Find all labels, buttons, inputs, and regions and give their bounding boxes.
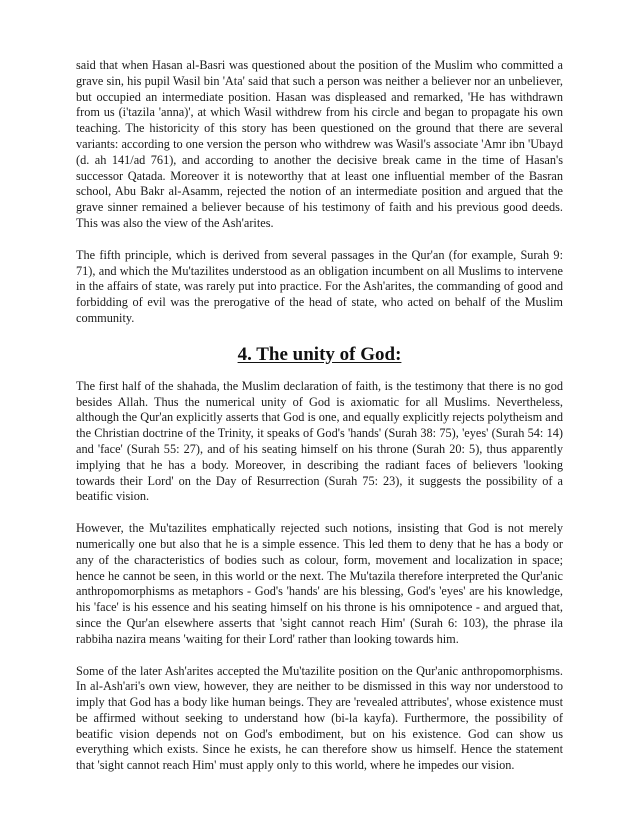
paragraph-mutazilite-view: However, the Mu'tazilites emphatically rejected such notions, insisting that God is not merely numerically one but also that he is a simple essence. This led them to deny that he has a body or any of the characteristics of bodies such as colour, form, movement and localization in space; hence he cannot be seen, in this world or the next. The Mu'tazila therefore interpreted the Qur'anic anthropomorphisms as metaphors - God's 'hands' are his blessing, God's 'eyes' are his knowledge, his 'face' is his essence and his seating himself on his throne is his omnipotence - and argued that, since the Qur'an elsewhere asserts that 'sight cannot reach Him' (Surah 6: 103), the phrase ila rabbiha nazira means 'waiting for their Lord' rather than looking towards him. bbox=[76, 521, 563, 646]
section-heading: 4. The unity of God: bbox=[237, 343, 402, 365]
paragraph-asharite-view: Some of the later Ash'arites accepted the Mu'tazilite position on the Qur'anic anthropomorphisms. In al-Ash'ari's own view, however, they are neither to be dismissed in this way nor understood to imply that God has a body like human beings. They are 'revealed attributes', whose existence must be affirmed without seeking to understand how (bi-la kayfa). Furthermore, the possibility of beatific vision depends not on God's embodiment, but on his existence. God can show us everything which exists. Since he exists, he can therefore show us himself. Hence the statement that 'sight cannot reach Him' must apply only to this world, where he impedes our vision. bbox=[76, 663, 563, 773]
document-page bbox=[76, 58, 563, 790]
paragraph-grave-sinner: said that when Hasan al-Basri was questioned about the position of the Muslim who committed a grave sin, his pupil Wasil bin 'Ata' said that such a person was neither a believer nor an unbeliever, but occupied an intermediate position. Hasan was displeased and remarked, 'He has withdrawn from us (i'tazila 'anna)', at which Wasil withdrew from his circle and began to propagate his own teaching. The historicity of this story has been questioned on the ground that there are several variants: according to one version the person who withdrew was Wasil's associate 'Amr ibn 'Ubayd (d. ah 141/ad 761), and according to another the decisive break came in the time of Hasan's successor Qatada. Moreover it is noteworthy that at least one influential member of the Basran school, Abu Bakr al-Asamm, rejected the notion of an intermediate position and argued that the grave sinner remained a believer because of his testimony of faith and his previous good deeds. This was also the view of the Ash'arites. bbox=[76, 58, 563, 230]
paragraph-fifth-principle: The fifth principle, which is derived from several passages in the Qur'an (for example, Surah 9: 71), and which the Mu'tazilites understood as an obligation incumbent on all Muslims to intervene in the affairs of state, was rarely put into practice. For the Ash'arites, the commanding of good and forbidding of evil was the prerogative of the head of state, who acted on behalf of the Muslim community. bbox=[76, 247, 563, 325]
paragraph-shahada: The first half of the shahada, the Muslim declaration of faith, is the testimony that there is no god besides Allah. Thus the numerical unity of God is axiomatic for all Muslims. Nevertheless, although the Qur'an explicitly asserts that God is one, and equally explicitly rejects polytheism and the Christian doctrine of the Trinity, it speaks of God's 'hands' (Surah 38: 75), 'eyes' (Surah 54: 14) and 'face' (Surah 55: 27), and of his seating himself on his throne (Surah 20: 5), thus apparently implying that he has a body. Moreover, in describing the radiant faces of believers 'looking towards their Lord' on the Day of Resurrection (Surah 75: 23), it suggests the possibility of a beatific vision. bbox=[76, 378, 563, 504]
